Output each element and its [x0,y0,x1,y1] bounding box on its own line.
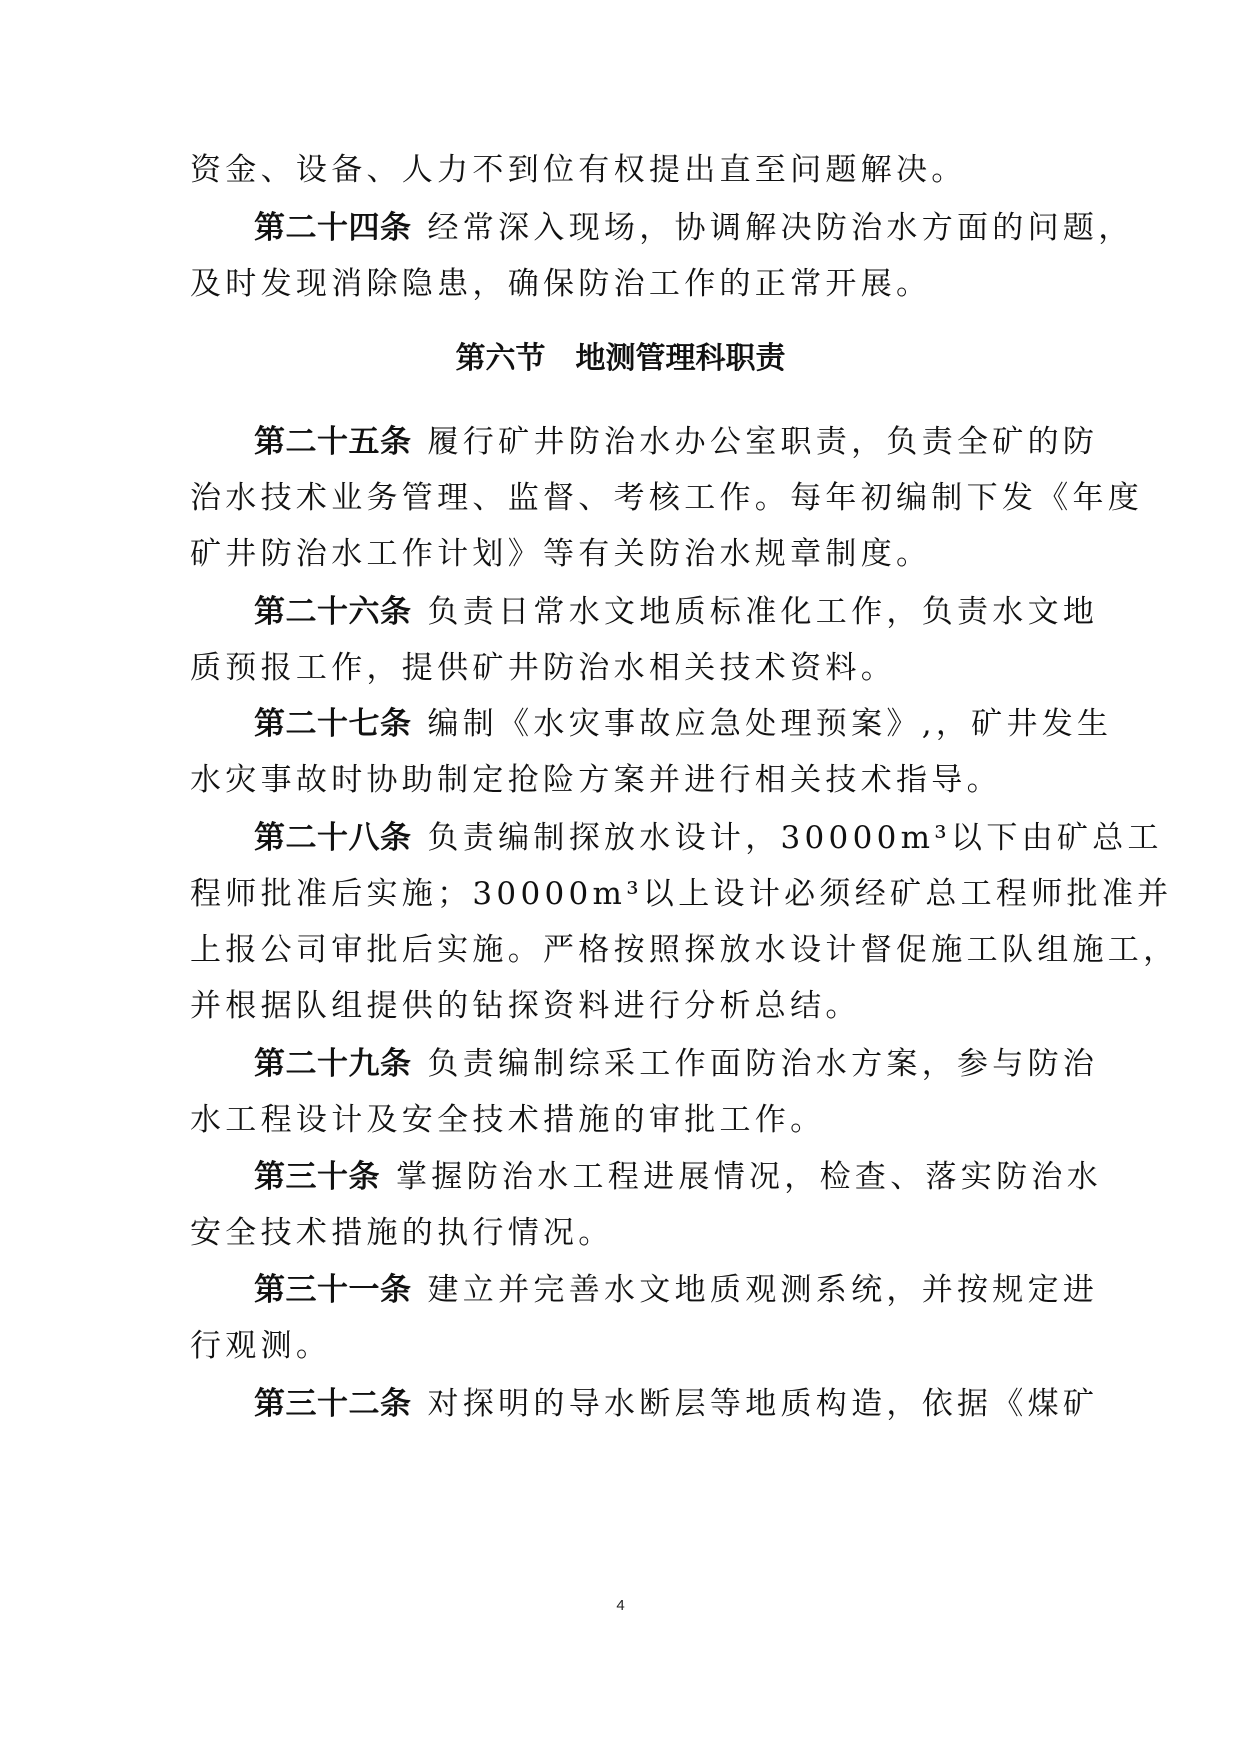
text-line: 行观测。 [190,1328,332,1364]
article-number: 第三十二条 [254,1386,412,1422]
text-line: 治水技术业务管理、监督、考核工作。每年初编制下发《年度 [190,480,1144,516]
article-32-line [254,1384,1099,1424]
article-text: 对探明的导水断层等地质构造，依据《煤矿 [427,1386,1099,1422]
article-text: 编制《水灾事故应急处理预案》,，矿井发生 [427,706,1113,742]
article-number: 第二十五条 [254,424,412,460]
text-line: 上报公司审批后实施。严格按照探放水设计督促施工队组施工， [190,932,1179,968]
article-text: 履行矿井防治水办公室职责，负责全矿的防 [427,424,1099,460]
article-text: 掌握防治水工程进展情况，检查、落实防治水 [396,1159,1102,1195]
article-text: 建立并完善水文地质观测系统，并按规定进 [427,1272,1099,1308]
article-28-line [254,818,1163,858]
article-27-line [254,704,1113,744]
page-number: 4 [616,1597,625,1614]
article-number: 第三十条 [254,1159,380,1195]
article-24-line [254,208,1134,248]
article-25-line [254,422,1099,462]
text-line: 并根据队组提供的钻探资料进行分析总结。 [190,988,861,1024]
text-line: 水灾事故时协助制定抢险方案并进行相关技术指导。 [190,762,1002,798]
article-number: 第三十一条 [254,1272,412,1308]
article-number: 第二十四条 [254,210,412,246]
section-title: 地测管理科职责 [575,341,786,376]
article-text: 经常深入现场，协调解决防治水方面的问题， [427,210,1134,246]
article-number: 第二十七条 [254,706,412,742]
article-29-line [254,1044,1099,1084]
section-heading [0,339,1241,379]
text-line: 资金、设备、人力不到位有权提出直至问题解决。 [190,152,967,188]
section-number: 第六节 [455,341,546,376]
article-text: 负责编制综采工作面防治水方案，参与防治 [427,1046,1099,1082]
article-text: 负责编制探放水设计，30000m³以下由矿总工 [427,820,1163,856]
article-number: 第二十八条 [254,820,412,856]
article-31-line [254,1270,1099,1310]
text-line: 质预报工作，提供矿井防治水相关技术资料。 [190,650,896,686]
text-line: 水工程设计及安全技术措施的审批工作。 [190,1102,826,1138]
text-line: 矿井防治水工作计划》等有关防治水规章制度。 [190,536,932,572]
text-line: 及时发现消除隐患，确保防治工作的正常开展。 [190,266,932,302]
text-line: 安全技术措施的执行情况。 [190,1215,614,1251]
article-text: 负责日常水文地质标准化工作，负责水文地 [427,594,1099,630]
text-line: 程师批准后实施；30000m³以上设计必须经矿总工程师批准并 [190,876,1173,912]
article-26-line [254,592,1099,632]
article-30-line [254,1157,1102,1197]
article-number: 第二十六条 [254,594,412,630]
article-number: 第二十九条 [254,1046,412,1082]
